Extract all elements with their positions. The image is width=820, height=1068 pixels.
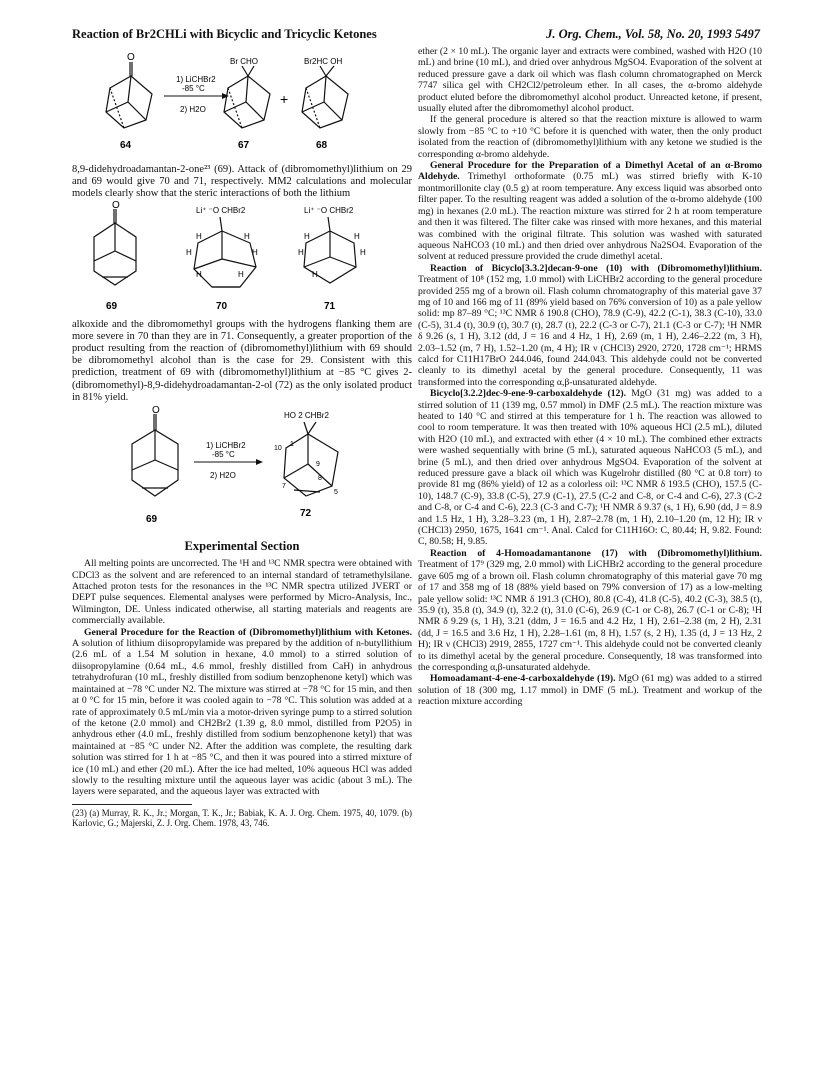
hydrogen-label: H: [196, 231, 202, 241]
paragraph-general-procedure: [72, 627, 412, 798]
compound-label-64: 64: [120, 140, 132, 151]
compound-label-67: 67: [238, 140, 250, 151]
hydrogen-label: H: [186, 247, 192, 257]
scheme-69-70-71: [72, 201, 412, 319]
structure-64: [106, 62, 152, 128]
paragraph-dimethyl-acetal: [418, 160, 762, 263]
substituent-br2hc-oh: Br2HC OH: [304, 57, 343, 66]
structure-69-reactant: [132, 414, 178, 496]
compound-label-69b: 69: [146, 514, 158, 526]
experimental-section-title: Experimental Section: [184, 539, 300, 554]
general-procedure-body: A solution of lithium diisopropylamide was prepared by the addition of n-butyllithium (2.6 mL of a 1.54 M solution in hexane, 4.0 mmol) to a stirred solution of diisopropylamine (0.64 mL, 4.6 mmol, freshly distilled from CaH) in anhydrous tetrahydrofuran (10 mL, freshly distilled from sodium benzophenone ketyl) which was maintained at −78 °C under N2. The mixture was stirred at −78 °C for 15 min, and then at 0 °C for 15 min, before it was cooled again to −78 °C. This solution was added at a rate of approximately 0.5 mL/min via a motor-driven syringe pump to a stirred solution of the ketone (2.0 mmol) and CH2Br2 (1.39 g, 8.0 mmol, distilled from P2O5) in anhydrous ether (4.0 mL, freshly distilled from sodium benzophenone ketyl) that was maintained at −85 °C under N2. After the addition was complete, the resulting dark solution was stirred for 1 h at −85 °C, and then it was poured into a stirred mixture of ice (10 mL) and ether (20 mL). After the ice had melted, 10% aqueous HCl was added slowly to the resulting mixture until the aqueous layer was acidic (about 3 mL). The layers were separated, and the aqueous layer was extracted with: [72, 638, 412, 798]
ketone-o-label-69b: O: [152, 405, 160, 417]
paragraph-alkoxide-steric: alkoxide and the dibromomethyl groups with the hydrogens flanking them are more severe in 70 than they are in 71. Consequently, a greater proportion of the product resulting from the reaction of (dibromomethyl)lithium with 69 should be dibromomethyl alcohol than is the case for 29. Consistent with this prediction, treatment of 69 with (dibromomethyl)lithium at −85 °C gives 2-(dibromomethyl)-8,9-didehydroadamantan-2-ol (72) as the only isolated product in 81% yield.: [72, 318, 412, 403]
footnote-divider: [72, 804, 192, 805]
reagent-temp: -85 °C: [182, 84, 205, 93]
carboxaldehyde-19-body: MgO (61 mg) was added to a stirred solution of 18 (300 mg, 1.17 mmol) in DMF (5 mL). Treatment and workup of the reaction mixture according: [418, 673, 762, 708]
left-column: [72, 50, 412, 829]
hydrogen-label: H: [312, 269, 318, 279]
paragraph-didehydroadamantanone: 8,9-didehydroadamantan-2-one²³ (69). Attack of (dibromomethyl)lithium on 29 and 69 would give 70 and 71, respectively. MM2 calculations and molecular models clearly show that the steric interactions of both the lithium: [72, 164, 412, 200]
substituent-br-cho: Br CHO: [230, 57, 258, 66]
carbon-number: 9: [316, 461, 320, 469]
dimethyl-acetal-heading: General Procedure for the Preparation of a Dimethyl Acetal of an α-Bromo Aldehyde.: [418, 160, 762, 183]
structure-70: [194, 217, 256, 287]
carboxaldehyde-12-heading: Bicyclo[3.2.2]dec-9-ene-9-carboxaldehyde (12).: [430, 388, 627, 400]
bicyclodecanone-body: Treatment of 10⁸ (152 mg, 1.0 mmol) with LiCHBr2 according to the general procedure provided 255 mg of a brown oil. Flash column chromatography of this material gave 37 mg of 10 and 166 mg of 11 (89% yield based on 76% conversion of 10) as a pale yellow solid: mp 87–89 °C; ¹³C NMR δ 190.8 (CHO), 78.9 (C-9), 42.2 (C-1), 38.3 (C-10), 33.0 (C-5), 31.4 (t), 30.9 (t), 30.7 (t), 28.7 (t), 22.2 (C-3 or C-7), 21.1 (C-3 or C-7); ¹H NMR δ 9.26 (s, 1 H), 3.12 (dd, J = 16 and 4 Hz, 1 H), 2.69 (m, 1 H), 2.46–2.22 (m, 3 H), 2.03–1.52 (m, 7 H), 1.52–1.20 (m, 4 H); IR ν (CHCl3) 2920, 2720, 1728 cm⁻¹; HRMS calcd for C11H17BrO 244.046, found 244.043. This aldehyde could not be converted cleanly to its dimethyl acetal by the general procedure. Consequently, 11 was transformed into the corresponding α,β-unsaturated aldehyde.: [418, 274, 762, 388]
compound-label-69: 69: [106, 300, 118, 312]
reagent-1: 1) LiCHBr2: [176, 75, 216, 84]
hydrogen-label: H: [252, 247, 258, 257]
paragraph-carboxaldehyde-12: [418, 388, 762, 548]
scheme-64-to-67-68: [72, 50, 412, 160]
paragraph-homoadamantanone: [418, 548, 762, 673]
reaction-arrowhead-2: [256, 459, 263, 465]
carbon-number: 8: [318, 475, 322, 483]
hydrogen-label: H: [196, 269, 202, 279]
structure-72: [284, 422, 338, 496]
carbon-number: 1: [290, 441, 294, 449]
paragraph-general-methods: All melting points are uncorrected. The ¹H and ¹³C NMR spectra were obtained with CDCl3 as the solvent and are referenced to an internal standard of tetramethylsilane. Attached proton tests for the resonances in the ¹³C NMR spectra utilized JVERT or DEPT pulse sequences. Elemental analyses were performed by Micro-Analysis, Inc., Wilmington, DE. Unless indicated otherwise, all starting materials and reagents are commercially available.: [72, 558, 412, 627]
scheme-3-drawing: [72, 404, 412, 532]
bicyclodecanone-heading: Reaction of Bicyclo[3.3.2]decan-9-one (10) with (Dibromomethyl)lithium.: [430, 262, 762, 274]
hydrogen-label: H: [354, 231, 360, 241]
hydrogen-label: H: [298, 247, 304, 257]
dimethyl-acetal-body: Trimethyl orthoformate (0.75 mL) was stirred briefly with K-10 montmorillonite clay (0.5 g) at room temperature. Any excess liquid was absorbed onto filter paper. To the resulting reagent was added a solution of the α-bromo aldehyde (100 mg) in hexanes (2.0 mL). The reaction mixture was stirred for 2 h at room temperature and then it was filtered. The filter cake was rinsed with more hexanes, and this material was combined with the original filtrate. This solution was washed with saturated aqueous NaHCO3 (10 mL) and then dried over anhydrous Na2SO4. Evaporation of the solvent at reduced pressure provided the crude dimethyl acetal.: [418, 171, 762, 263]
ketone-o-label-69: O: [112, 200, 120, 211]
hydrogen-label: H: [238, 269, 244, 279]
general-procedure-heading: General Procedure for the Reaction of (Dibromomethyl)lithium with Ketones.: [84, 626, 412, 638]
structure-68: [302, 66, 348, 128]
paragraph-bicyclodecanone: [418, 263, 762, 388]
hydrogen-label: H: [244, 231, 250, 241]
carboxaldehyde-19-heading: Homoadamant-4-ene-4-carboxaldehyde (19).: [430, 673, 616, 685]
paragraph-carboxaldehyde-19: [418, 673, 762, 707]
reagent-temp-b: -85 °C: [212, 450, 235, 460]
substituent-72: HO 2 CHBr2: [284, 411, 329, 421]
reagent-2b: 2) H2O: [210, 471, 236, 481]
running-header-title: Reaction of Br2CHLi with Bicyclic and Tricyclic Ketones: [72, 27, 377, 41]
substituent-70: Li⁺ ⁻O CHBr2: [196, 205, 246, 215]
compound-label-68: 68: [316, 140, 328, 151]
hydrogen-label: H: [304, 231, 310, 241]
reaction-arrowhead: [222, 93, 229, 99]
compound-label-70: 70: [216, 300, 228, 312]
homoadamantanone-heading: Reaction of 4-Homoadamantanone (17) with (Dibromomethyl)lithium.: [430, 547, 762, 559]
hydrogen-label: H: [360, 247, 366, 257]
structure-69: [94, 209, 136, 285]
footnote-23: (23) (a) Murray, R. K., Jr.; Morgan, T. K., Jr.; Babiak, K. A. J. Org. Chem. 1975, 40, 1079. (b) Karlovic, G.; Majerski, Z. J. Org. Chem. 1978, 43, 746.: [72, 807, 412, 829]
ketone-o-label: O: [127, 52, 135, 63]
carbon-number: 7: [282, 483, 286, 491]
compound-label-71: 71: [324, 300, 336, 312]
right-column: [418, 46, 762, 708]
paragraph-workup: ether (2 × 10 mL). The organic layer and extracts were combined, washed with H2O (10 mL) and brine (10 mL), and dried over anhydrous MgSO4. Evaporation of the solvent at reduced pressure gave a dark oil which was flash column chromatographed on Merck 7747 silica gel with CH2Cl2/petroleum ether. In all cases, the α-bromo aldehyde product eluted before the dibromomethyl alcohol product. Unreacted ketone, if present, usually eluted after the dibromomethyl alcohol product.: [418, 46, 762, 115]
carbon-number: 5: [334, 489, 338, 497]
scheme-1-drawing: [72, 50, 412, 160]
reagent-2: 2) H2O: [180, 105, 206, 114]
scheme-2-drawing: [72, 201, 412, 319]
structure-67: [224, 66, 270, 128]
paragraph-warming-variant: If the general procedure is altered so that the reaction mixture is allowed to warm slowly from −85 °C to +10 °C before it is quenched with water, then the only product isolated from the reaction of (dibromomethyl)lithium with any ketone we studied is the corresponding α-bromo aldehyde.: [418, 114, 762, 160]
scheme-69-to-72: [72, 404, 412, 532]
reagent-1b: 1) LiCHBr2: [206, 441, 246, 451]
carboxaldehyde-12-body: MgO (31 mg) was added to a stirred solution of 11 (139 mg, 0.57 mmol) in DMF (2.5 mL). The reaction mixture was heated to 140 °C and stirred at this temperature for 1 h. The reaction was allowed to cool to room temperature. It was then treated with 10% aqueous HCl (2.5 mL), diluted with H2O (10 mL), and extracted with ether (4 × 10 mL). The combined ether extracts were washed sequentially with brine (5 mL), saturated aqueous NaHCO3 (5 mL), and brine (5 mL), and then dried over anhydrous MgSO4. Evaporation of the solvent at reduced pressure gave a black oil which was Kugelrohr distilled (80 °C at 0.8 torr) to provide 81 mg (86% yield) of 12 as a colorless oil: ¹³C NMR δ 193.5 (CHO), 157.5 (C-10), 148.7 (C-9), 33.8 (C-5), 27.9 (C-1), 27.5 (C-2 and C-8, or C-4 and C-6), 27.3 (C-2 and C-8, or C-4 and C-6), 22.3 (C-3 and C-7); ¹H NMR δ 9.37 (s, 1 H), 6.90 (dd, J = 8.9 and 1.5 Hz, 1 H), 3.28–3.23 (m, 1 H), 2.87–2.78 (m, 1 H), 2.10–1.20 (m, 12 H); IR ν (CHCl3) 2950, 1675, 1641 cm⁻¹. Anal. Calcd for C11H16O: C, 80.44; H, 9.82. Found: C, 80.58; H, 9.85.: [418, 388, 762, 548]
homoadamantanone-body: Treatment of 17⁹ (329 mg, 2.0 mmol) with LiCHBr2 according to the general procedure gave 605 mg of a brown oil. Flash column chromatography of this material gave 70 mg of 17 and 358 mg of 18 (88% yield based on 79% conversion of 17) as a low-melting pale yellow solid: ¹³C NMR δ 191.3 (CHO), 80.8 (C-4), 41.8 (C-5), 40.2 (C-3), 38.5 (t), 35.9 (t), 35.8 (t), 34.9 (t), 32.2 (t), 31.0 (C-6), 26.9 (C-1 or C-8), 26.7 (C-1 or C-8); ¹H NMR δ 9.29 (s, 1 H), 3.21 (ddm, J = 16.5 and 4.2 Hz, 1 H), 2.61–2.38 (m, 2 H), 2.31 (dd, J = 16.5 and 3.6 Hz, 1 H), 2.28–1.61 (m, 8 H), 1.57 (s, 2 H), 1.35 (d, J = 13 Hz, 2 H); IR ν (CHCl3) 2919, 2855, 1727 cm⁻¹. This aldehyde could not be converted cleanly to its dimethyl acetal by the general procedure. Consequently, 18 was transformed into the corresponding α,β-unsaturated aldehyde.: [418, 559, 762, 673]
compound-label-72: 72: [300, 508, 312, 520]
substituent-71: Li⁺ ⁻O CHBr2: [304, 205, 354, 215]
plus-sign: +: [280, 91, 289, 107]
running-header-citation: J. Org. Chem., Vol. 58, No. 20, 1993 5497: [546, 27, 760, 41]
carbon-number: 10: [274, 445, 282, 453]
